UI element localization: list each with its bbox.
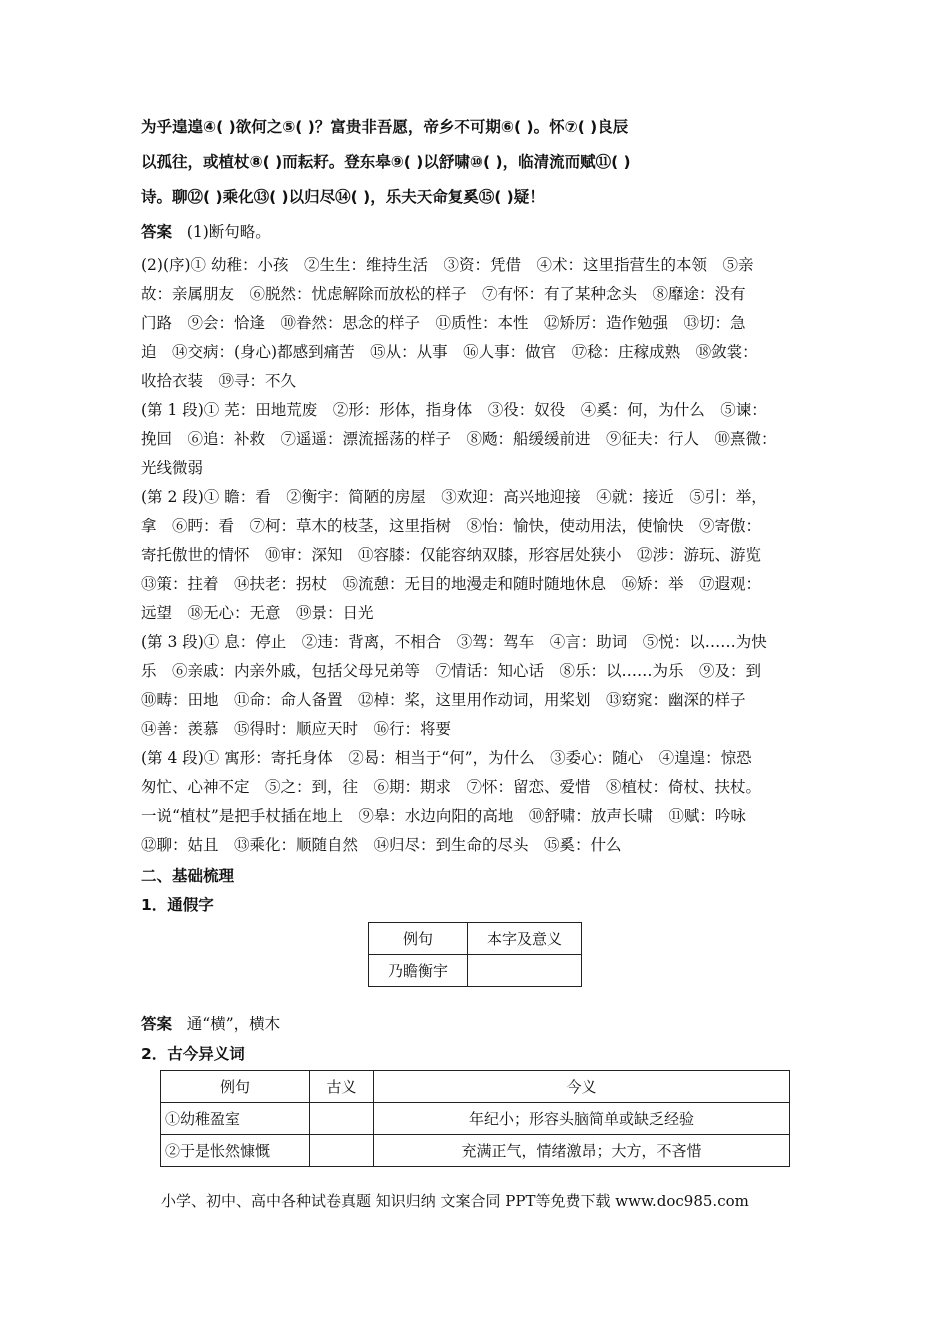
table-header: 例句 bbox=[369, 923, 468, 955]
passage-line: 为乎遑遑④( )欲何之⑤( )？富贵非吾愿，帝乡不可期⑥( )。怀⑦( )良辰 bbox=[141, 118, 629, 136]
gujin-table bbox=[160, 1070, 790, 1167]
tongjia-table bbox=[368, 922, 582, 987]
answer-line: 故：亲属朋友 ⑥脱然：忧虑解除而放松的样子 ⑦有怀：有了某种念头 ⑧靡途：没有 bbox=[141, 285, 746, 303]
answer-line: ⑫聊：姑且 ⑬乘化：顺随自然 ⑭归尽：到生命的尽头 ⑮奚：什么 bbox=[141, 836, 622, 854]
answer-line: (第 2 段)① 瞻：看 ②衡宇：简陋的房屋 ③欢迎：高兴地迎接 ④就：接近 ⑤引：举， bbox=[141, 488, 767, 506]
answer2-line bbox=[141, 1013, 280, 1035]
answer-line: ⑭善：羡慕 ⑮得时：顺应天时 ⑯行：将要 bbox=[141, 720, 452, 738]
answer-intro-line bbox=[141, 221, 271, 243]
answer-line: ⑬策：拄着 ⑭扶老：拐杖 ⑮流憩：无目的地漫走和随时随地休息 ⑯矫：举 ⑰遐观： bbox=[141, 575, 762, 593]
answer2-text: 通“横”，横木 bbox=[186, 1015, 281, 1033]
answer-line: 光线微弱 bbox=[141, 459, 204, 477]
passage-line: 以孤往，或植杖⑧( )而耘耔。登东皋⑨( )以舒啸⑩( )，临清流而赋⑪( ) bbox=[141, 153, 631, 171]
table-cell: ②于是怅然慷慨 bbox=[161, 1135, 310, 1167]
answer-line: ⑩畴：田地 ⑪命：命人备置 ⑫棹：桨，这里用作动词，用桨划 ⑬窈窕：幽深的样子 bbox=[141, 691, 746, 709]
section-heading: 二、基础梳理 bbox=[141, 867, 235, 885]
table-cell: ①幼稚盈室 bbox=[161, 1103, 310, 1135]
page-footer: 小学、初中、高中各种试卷真题 知识归纳 文案合同 PPT等免费下载 www.doc985.com bbox=[161, 1192, 749, 1210]
table-header: 例句 bbox=[161, 1071, 310, 1103]
answer-line: 寄托傲世的情怀 ⑩审：深知 ⑪容膝：仅能容纳双膝，形容居处狭小 ⑫涉：游玩、游览 bbox=[141, 546, 762, 564]
table-cell bbox=[310, 1103, 374, 1135]
table-header: 古义 bbox=[310, 1071, 374, 1103]
answer-line: 乐 ⑥亲戚：内亲外戚，包括父母兄弟等 ⑦情话：知心话 ⑧乐：以……为乐 ⑨及：到 bbox=[141, 662, 762, 680]
passage-line: 诗。聊⑫( )乘化⑬( )以归尽⑭( )，乐夫天命复奚⑮( )疑！ bbox=[141, 188, 545, 206]
answer-line: 收拾衣装 ⑲寻：不久 bbox=[141, 372, 297, 390]
table-header: 本字及意义 bbox=[468, 923, 582, 955]
answer-intro: (1)断句略。 bbox=[186, 223, 271, 241]
table-cell: 充满正气，情绪激昂；大方，不吝惜 bbox=[374, 1135, 790, 1167]
answer-line: 门路 ⑨会：恰逢 ⑩眷然：思念的样子 ⑪质性：本性 ⑫矫厉：造作勉强 ⑬切：急 bbox=[141, 314, 746, 332]
subsection-heading: 1．通假字 bbox=[141, 896, 214, 914]
answer-line: (第 3 段)① 息：停止 ②违：背离，不相合 ③驾：驾车 ④言：助词 ⑤悦：以……为快 bbox=[141, 633, 767, 651]
answer-line: 拿 ⑥眄：看 ⑦柯：草木的枝茎，这里指树 ⑧怡：愉快，使动用法，使愉快 ⑨寄傲： bbox=[141, 517, 762, 535]
answer-line: (第 1 段)① 芜：田地荒废 ②形：形体，指身体 ③役：奴役 ④奚：何，为什么 ⑤谏： bbox=[141, 401, 767, 419]
answer-line: (2)(序)① 幼稚：小孩 ②生生：维持生活 ③资：凭借 ④术：这里指营生的本领 ⑤亲 bbox=[141, 256, 754, 274]
answer-label: 答案 bbox=[141, 223, 173, 241]
table-cell: 年纪小；形容头脑简单或缺乏经验 bbox=[374, 1103, 790, 1135]
table-cell: 乃瞻衡宇 bbox=[369, 955, 468, 987]
answer-line: 远望 ⑱无心：无意 ⑲景：日光 bbox=[141, 604, 374, 622]
answer-label: 答案 bbox=[141, 1015, 173, 1033]
table-header: 今义 bbox=[374, 1071, 790, 1103]
answer-line: (第 4 段)① 寓形：寄托身体 ②曷：相当于“何”，为什么 ③委心：随心 ④遑遑：惊恐 bbox=[141, 749, 752, 767]
answer-line: 匆忙、心神不定 ⑤之：到，往 ⑥期：期求 ⑦怀：留恋、爱惜 ⑧植杖：倚杖、扶杖。 bbox=[141, 778, 762, 796]
table-cell bbox=[468, 955, 582, 987]
subsection-heading: 2．古今异义词 bbox=[141, 1045, 245, 1063]
answer-line: 一说“植杖”是把手杖插在地上 ⑨皋：水边向阳的高地 ⑩舒啸：放声长啸 ⑪赋：吟咏 bbox=[141, 807, 746, 825]
answer-line: 迫 ⑭交病：(身心)都感到痛苦 ⑮从：从事 ⑯人事：做官 ⑰稔：庄稼成熟 ⑱敛裳： bbox=[141, 343, 758, 361]
table-cell bbox=[310, 1135, 374, 1167]
answer-line: 挽回 ⑥追：补救 ⑦遥遥：漂流摇荡的样子 ⑧飏：船缓缓前进 ⑨征夫：行人 ⑩熹微： bbox=[141, 430, 777, 448]
